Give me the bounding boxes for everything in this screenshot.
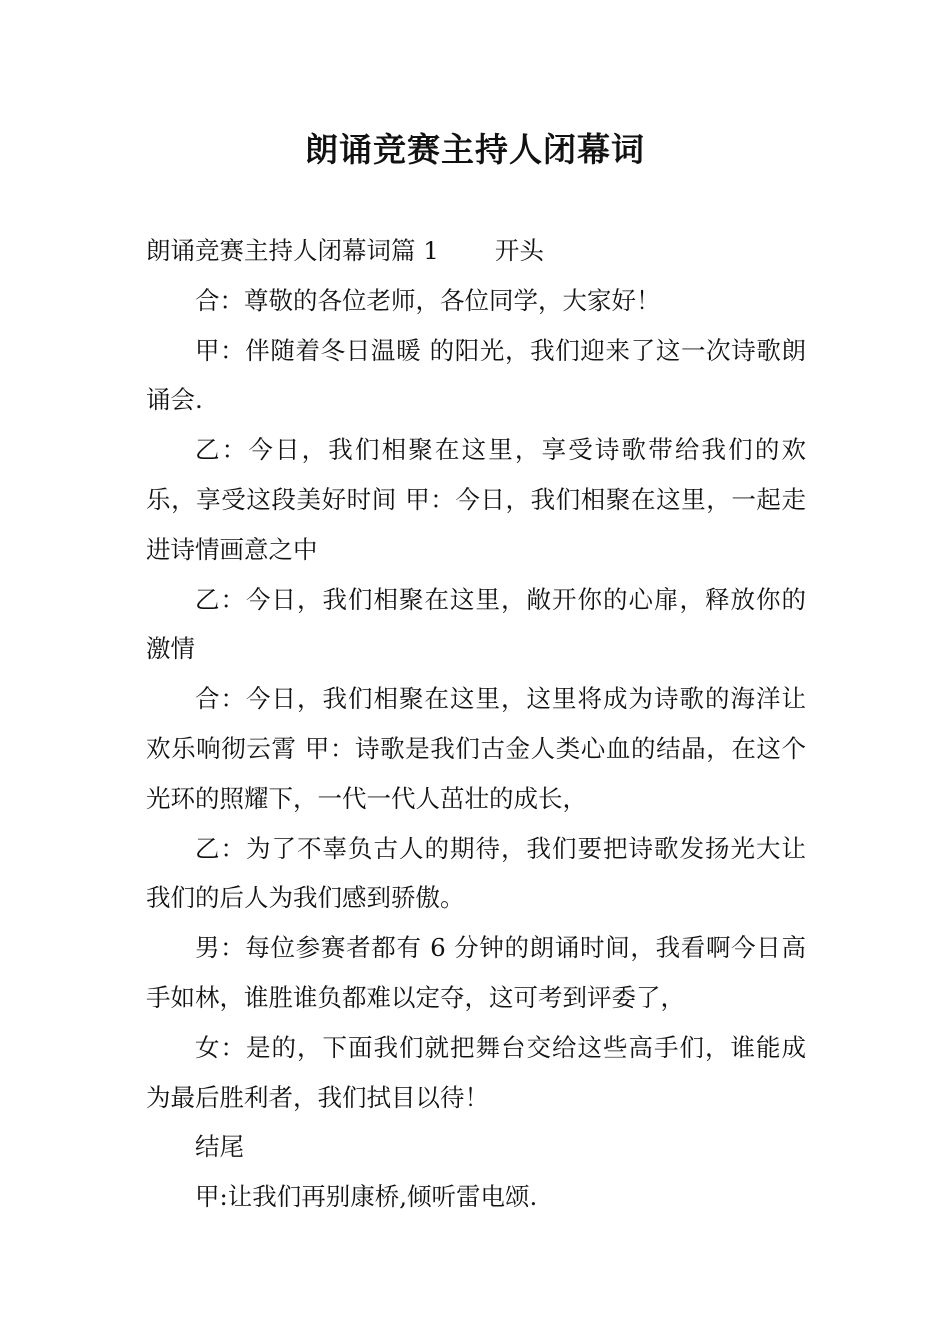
paragraph: 合：今日，我们相聚在这里，这里将成为诗歌的海洋让欢乐响彻云霄 甲：诗歌是我们古金人类心血的结晶，在这个光环的照耀下，一代一代人茁壮的成长， [146,684,806,813]
paragraph: 甲：伴随着冬日温暖 的阳光，我们迎来了这一次诗歌朗诵会. [146,335,806,415]
section-heading-line [146,226,806,276]
document-title: 朗诵竞赛主持人闭幕词 [305,130,645,169]
section-heading-name: 朗诵竞赛主持人闭幕词篇 1 [146,236,439,265]
paragraph: 女：是的，下面我们就把舞台交给这些高手们，谁能成为最后胜利者，我们拭目以待！ [146,1032,806,1112]
paragraph: 男：每位参赛者都有 6 分钟的朗诵时间，我看啊今日高手如林，谁胜谁负都难以定夺，这可考到评委了， [146,933,806,1012]
document-body [146,226,806,1222]
section-heading-ending: 结尾 [195,1132,244,1162]
paragraph: 合：尊敬的各位老师，各位同学，大家好！ [195,285,661,315]
paragraph: 乙：今日，我们相聚在这里，敞开你的心扉，释放你的激情 [146,584,806,664]
paragraph: 乙：今日，我们相聚在这里，享受诗歌带给我们的欢乐，享受这段美好时间 甲：今日，我们相聚在这里，一起走进诗情画意之中 [146,435,806,564]
paragraph: 甲:让我们再别康桥,倾听雷电颂. [195,1182,538,1212]
section-heading-label: 开头 [494,236,544,265]
paragraph: 乙：为了不辜负古人的期待，我们要把诗歌发扬光大让我们的后人为我们感到骄傲。 [146,833,806,913]
